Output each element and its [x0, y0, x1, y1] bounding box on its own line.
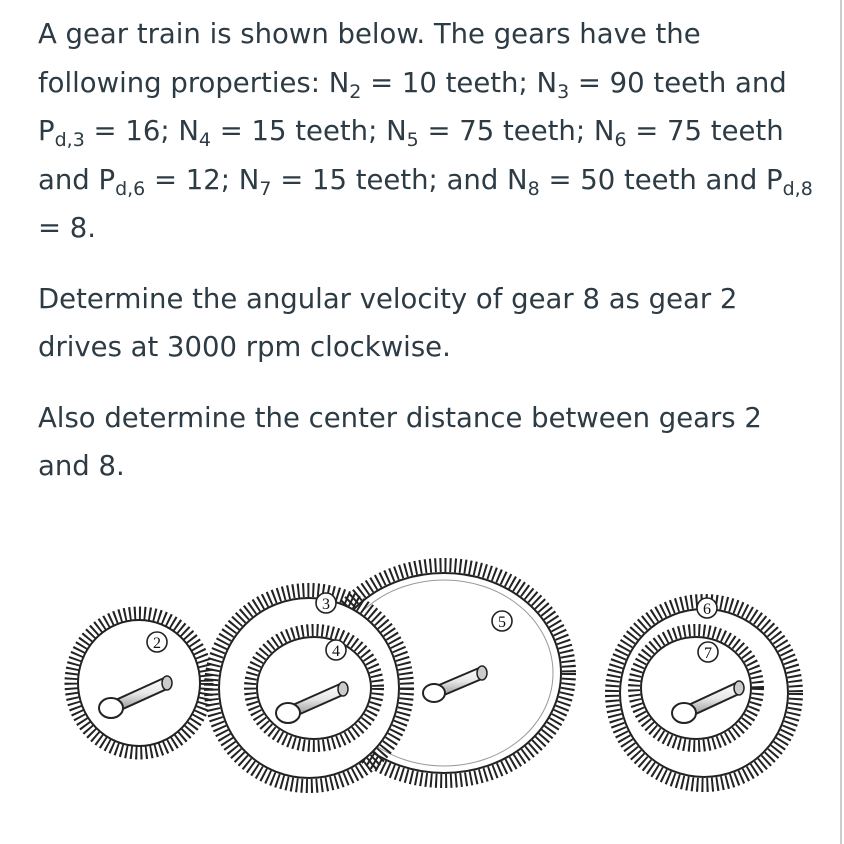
sub-n4: 4	[198, 129, 211, 151]
gear-train-figure	[64, 558, 804, 798]
label-gear-6	[697, 598, 717, 618]
text-n5: = 75 teeth; N	[418, 115, 615, 147]
gear-2	[71, 613, 207, 753]
sub-n7: 7	[259, 177, 272, 200]
label-gear-7	[698, 642, 718, 662]
svg-text:5: 5	[498, 614, 506, 631]
text-n3: = 90 teeth and P	[38, 66, 787, 147]
text-n8: = 50 teeth and P	[539, 163, 783, 196]
label-gear-4	[326, 640, 346, 660]
text-n7: = 15 teeth; and N	[271, 163, 528, 196]
text-n4: = 15 teeth; N	[211, 115, 407, 147]
svg-text:3: 3	[322, 596, 330, 613]
problem-paragraph-2: Determine the angular velocity of gear 8 as gear 2 drives at 3000 rpm clockwise.	[38, 282, 738, 363]
label-gear-3	[316, 593, 336, 613]
question-content	[38, 10, 818, 491]
text-n6: = 75 teeth and P	[38, 115, 784, 196]
sub-n8: 8	[527, 177, 540, 200]
problem-paragraph-1	[38, 10, 818, 253]
svg-text:2: 2	[153, 635, 161, 652]
text-pd8: = 8.	[38, 212, 97, 244]
sub-pd6: d,6	[115, 177, 146, 200]
text-intro: A gear train is shown below. The gears have the following properties: N	[38, 18, 701, 99]
svg-text:4: 4	[332, 643, 340, 660]
gear-4-body	[257, 637, 371, 739]
problem-paragraph-3: Also determine the center distance between gears 2 and 8.	[38, 401, 762, 482]
sub-n5: 5	[406, 129, 419, 151]
sub-n6: 6	[614, 129, 627, 151]
svg-text:7: 7	[704, 645, 712, 662]
sub-pd8: d,8	[782, 177, 813, 200]
text-pd6: = 12; N	[145, 163, 260, 196]
sub-n3: 3	[557, 80, 570, 103]
gear-2-body	[78, 620, 200, 746]
text-n2: = 10 teeth; N	[361, 66, 558, 99]
right-border-line	[840, 0, 842, 844]
label-gear-5	[492, 611, 512, 631]
sub-n2: 2	[349, 80, 362, 103]
label-gear-2	[147, 632, 167, 652]
sub-pd3: d,3	[54, 129, 85, 151]
text-pd3: = 16; N	[84, 115, 199, 147]
svg-text:6: 6	[703, 601, 711, 618]
